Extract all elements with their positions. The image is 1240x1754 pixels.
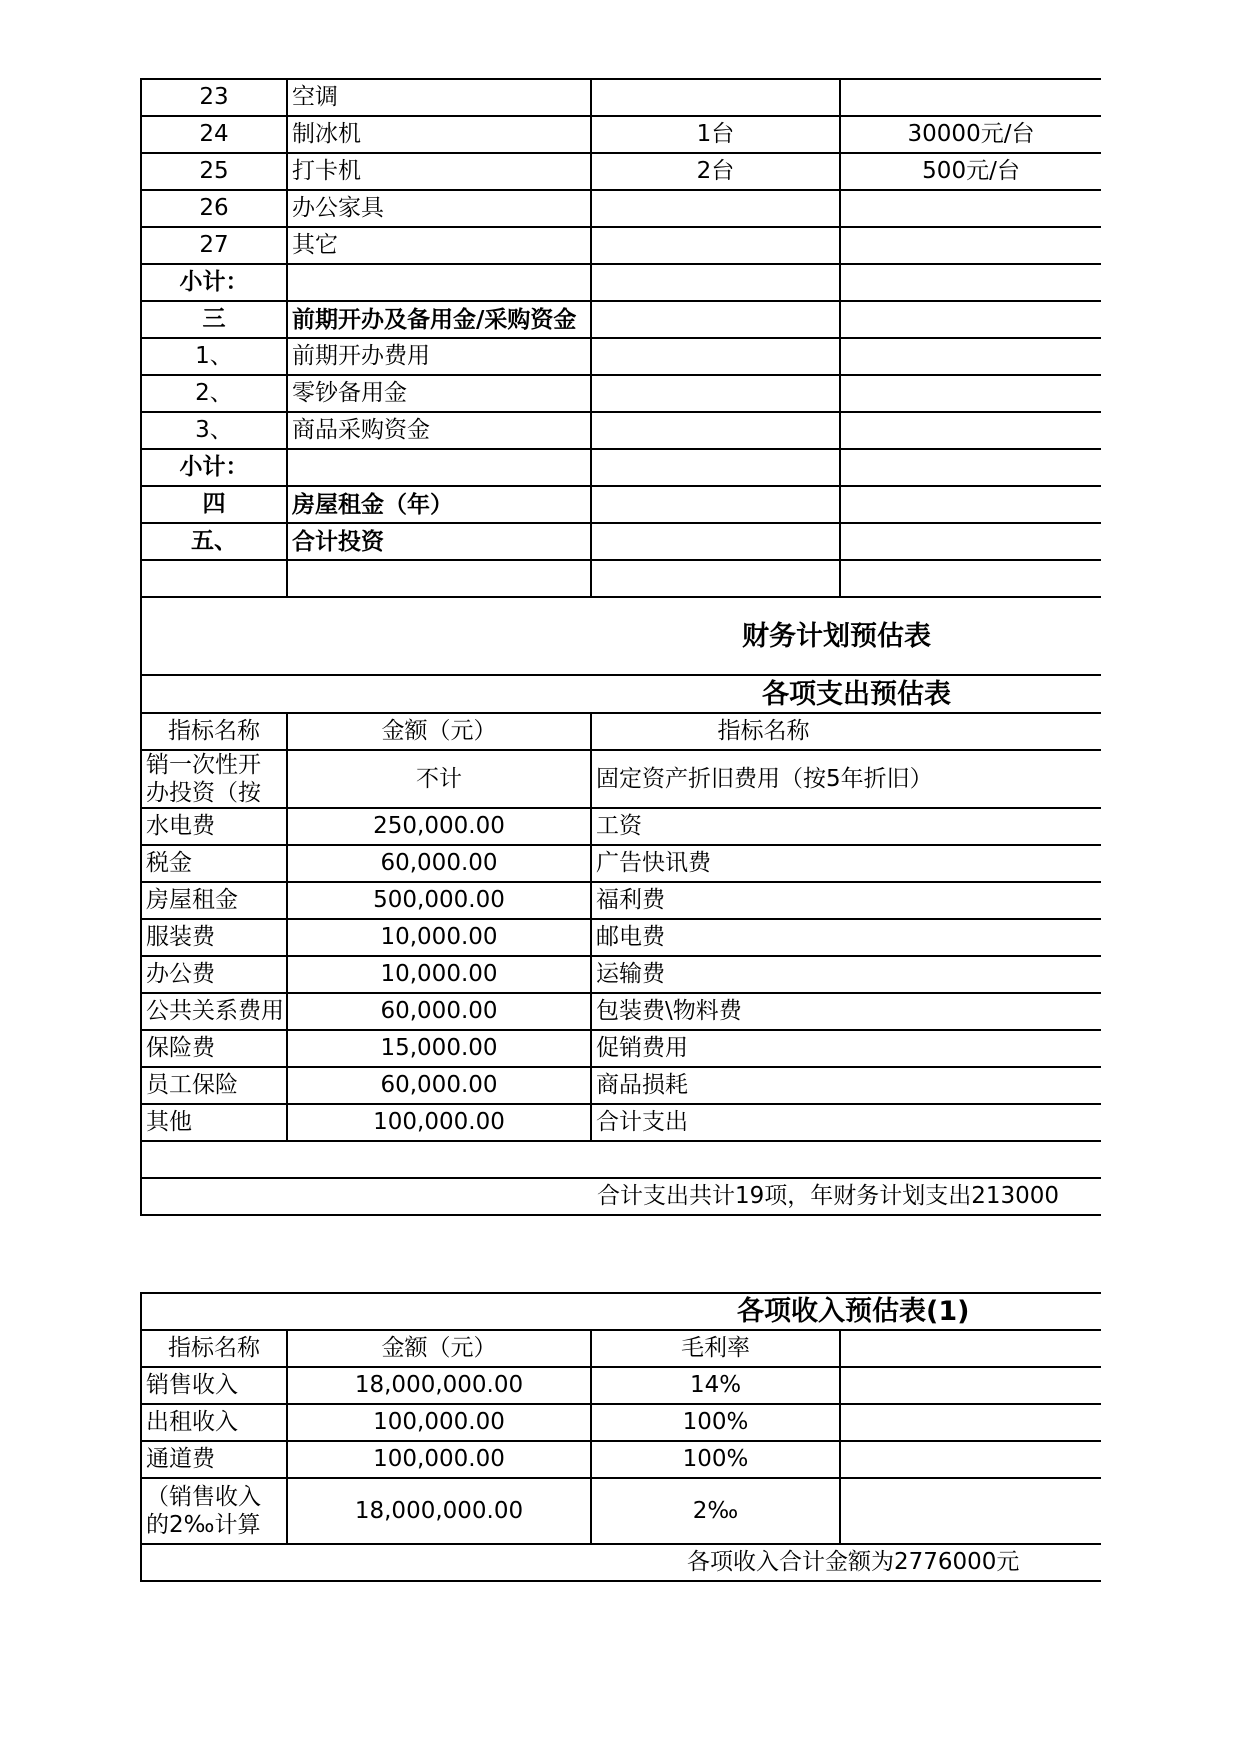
expense-amount: 250,000.00 — [287, 808, 591, 845]
income-name: 通道费 — [141, 1441, 287, 1478]
income-rate: 100% — [591, 1404, 840, 1441]
income-rate: 14% — [591, 1367, 840, 1404]
expense-name: 保险费 — [141, 1030, 287, 1067]
expense-name2: 广告快讯费 — [591, 845, 1101, 882]
expense-row — [141, 1030, 1101, 1067]
income-row — [141, 1367, 1101, 1404]
item-quantity — [591, 301, 840, 338]
item-quantity — [591, 264, 840, 301]
expense-row — [141, 1067, 1101, 1104]
item-name — [287, 264, 591, 301]
investment-row — [141, 486, 1101, 523]
item-quantity: 1台 — [591, 116, 840, 153]
expense-amount: 60,000.00 — [287, 993, 591, 1030]
expense-blank-row — [141, 1141, 1101, 1178]
expense-row — [141, 993, 1101, 1030]
expense-name: 水电费 — [141, 808, 287, 845]
item-name: 合计投资 — [287, 523, 591, 560]
item-name: 商品采购资金 — [287, 412, 591, 449]
expense-summary: 合计支出共计19项，年财务计划支出213000 — [141, 1178, 1101, 1215]
item-number: 25 — [141, 153, 287, 190]
item-quantity: 2台 — [591, 153, 840, 190]
expense-first-row — [141, 750, 1101, 808]
expense-row — [141, 919, 1101, 956]
income-header-row — [141, 1330, 1101, 1367]
expense-name2: 促销费用 — [591, 1030, 1101, 1067]
income-summary: 各项收入合计金额为2776000元 — [141, 1544, 1101, 1581]
item-quantity — [591, 560, 840, 597]
item-quantity — [591, 190, 840, 227]
expense-name2: 包装费\物料费 — [591, 993, 1101, 1030]
item-quantity — [591, 375, 840, 412]
expense-title-row — [141, 675, 1101, 713]
income-amount: 100,000.00 — [287, 1441, 591, 1478]
item-number: 23 — [141, 79, 287, 116]
income-rate: 100% — [591, 1441, 840, 1478]
investment-table — [140, 78, 1101, 1216]
expense-row — [141, 845, 1101, 882]
item-unit-price — [840, 412, 1101, 449]
income-last-name: （销售收入的2‰计算 — [141, 1478, 287, 1544]
item-number: 27 — [141, 227, 287, 264]
item-quantity — [591, 79, 840, 116]
expense-name: 员工保险 — [141, 1067, 287, 1104]
item-unit-price — [840, 79, 1101, 116]
item-number: 2、 — [141, 375, 287, 412]
item-quantity — [591, 523, 840, 560]
finance-plan-title: 财务计划预估表 — [141, 597, 1101, 675]
item-number: 四 — [141, 486, 287, 523]
income-last-rate: 2‰ — [591, 1478, 840, 1544]
income-table — [140, 1292, 1101, 1582]
investment-row — [141, 523, 1101, 560]
expense-amount: 100,000.00 — [287, 1104, 591, 1141]
income-header-name: 指标名称 — [141, 1330, 287, 1367]
expense-name2: 合计支出 — [591, 1104, 1101, 1141]
item-name: 打卡机 — [287, 153, 591, 190]
expense-header-name: 指标名称 — [141, 713, 287, 750]
expense-amount: 10,000.00 — [287, 919, 591, 956]
expense-first-amount: 不计 — [287, 750, 591, 808]
spreadsheet — [140, 78, 1100, 1582]
expense-name: 其他 — [141, 1104, 287, 1141]
item-quantity — [591, 449, 840, 486]
item-name: 零钞备用金 — [287, 375, 591, 412]
income-header-amount: 金额（元） — [287, 1330, 591, 1367]
finance-title-row — [141, 597, 1101, 675]
income-header-rate: 毛利率 — [591, 1330, 840, 1367]
investment-row — [141, 560, 1101, 597]
investment-row — [141, 449, 1101, 486]
income-summary-row — [141, 1544, 1101, 1581]
expense-row — [141, 808, 1101, 845]
item-quantity — [591, 412, 840, 449]
expense-table-title: 各项支出预估表 — [141, 675, 1101, 713]
item-quantity — [591, 338, 840, 375]
item-name: 前期开办费用 — [287, 338, 591, 375]
expense-name2: 运输费 — [591, 956, 1101, 993]
item-unit-price — [840, 523, 1101, 560]
item-name: 办公家具 — [287, 190, 591, 227]
income-name: 出租收入 — [141, 1404, 287, 1441]
expense-amount: 60,000.00 — [287, 845, 591, 882]
investment-row — [141, 301, 1101, 338]
income-row — [141, 1441, 1101, 1478]
expense-name: 公共关系费用 — [141, 993, 287, 1030]
investment-row — [141, 116, 1101, 153]
expense-name2: 邮电费 — [591, 919, 1101, 956]
item-number: 1、 — [141, 338, 287, 375]
item-number: 24 — [141, 116, 287, 153]
item-unit-price — [840, 190, 1101, 227]
income-amount: 18,000,000.00 — [287, 1367, 591, 1404]
item-number: 五、 — [141, 523, 287, 560]
expense-name: 房屋租金 — [141, 882, 287, 919]
investment-row — [141, 227, 1101, 264]
item-unit-price — [840, 560, 1101, 597]
item-unit-price — [840, 338, 1101, 375]
income-row — [141, 1404, 1101, 1441]
expense-amount: 10,000.00 — [287, 956, 591, 993]
investment-row — [141, 190, 1101, 227]
item-unit-price — [840, 449, 1101, 486]
investment-row — [141, 375, 1101, 412]
item-name: 空调 — [287, 79, 591, 116]
income-name: 销售收入 — [141, 1367, 287, 1404]
item-name: 制冰机 — [287, 116, 591, 153]
expense-header-row — [141, 713, 1101, 750]
expense-first-name: 销一次性开办投资（按 — [141, 750, 287, 808]
expense-name2: 福利费 — [591, 882, 1101, 919]
expense-name: 税金 — [141, 845, 287, 882]
item-unit-price — [840, 301, 1101, 338]
expense-name: 办公费 — [141, 956, 287, 993]
income-title-row — [141, 1293, 1101, 1330]
income-amount: 100,000.00 — [287, 1404, 591, 1441]
expense-name: 服装费 — [141, 919, 287, 956]
investment-row — [141, 153, 1101, 190]
expense-header-amount: 金额（元） — [287, 713, 591, 750]
item-number: 三 — [141, 301, 287, 338]
expense-header-name2: 指标名称 — [591, 713, 1101, 750]
investment-row — [141, 412, 1101, 449]
item-unit-price — [840, 227, 1101, 264]
item-number: 小计： — [141, 449, 287, 486]
expense-summary-row — [141, 1178, 1101, 1215]
expense-name2: 工资 — [591, 808, 1101, 845]
investment-row — [141, 79, 1101, 116]
item-unit-price — [840, 486, 1101, 523]
item-name: 其它 — [287, 227, 591, 264]
item-number: 3、 — [141, 412, 287, 449]
expense-amount: 500,000.00 — [287, 882, 591, 919]
item-name — [287, 449, 591, 486]
expense-row — [141, 882, 1101, 919]
expense-first-name2: 固定资产折旧费用（按5年折旧） — [591, 750, 1101, 808]
income-last-amount: 18,000,000.00 — [287, 1478, 591, 1544]
item-quantity — [591, 486, 840, 523]
item-number — [141, 560, 287, 597]
item-unit-price — [840, 375, 1101, 412]
expense-row — [141, 1104, 1101, 1141]
item-name: 房屋租金（年） — [287, 486, 591, 523]
item-name: 前期开办及备用金/采购资金 — [287, 301, 591, 338]
item-number: 26 — [141, 190, 287, 227]
investment-row — [141, 264, 1101, 301]
expense-amount: 15,000.00 — [287, 1030, 591, 1067]
expense-row — [141, 956, 1101, 993]
income-table-title: 各项收入预估表(1) — [141, 1293, 1101, 1330]
expense-name2: 商品损耗 — [591, 1067, 1101, 1104]
income-last-row — [141, 1478, 1101, 1544]
item-name — [287, 560, 591, 597]
item-unit-price: 30000元/台 — [840, 116, 1101, 153]
investment-row — [141, 338, 1101, 375]
item-number: 小计： — [141, 264, 287, 301]
item-quantity — [591, 227, 840, 264]
expense-amount: 60,000.00 — [287, 1067, 591, 1104]
item-unit-price — [840, 264, 1101, 301]
item-unit-price: 500元/台 — [840, 153, 1101, 190]
